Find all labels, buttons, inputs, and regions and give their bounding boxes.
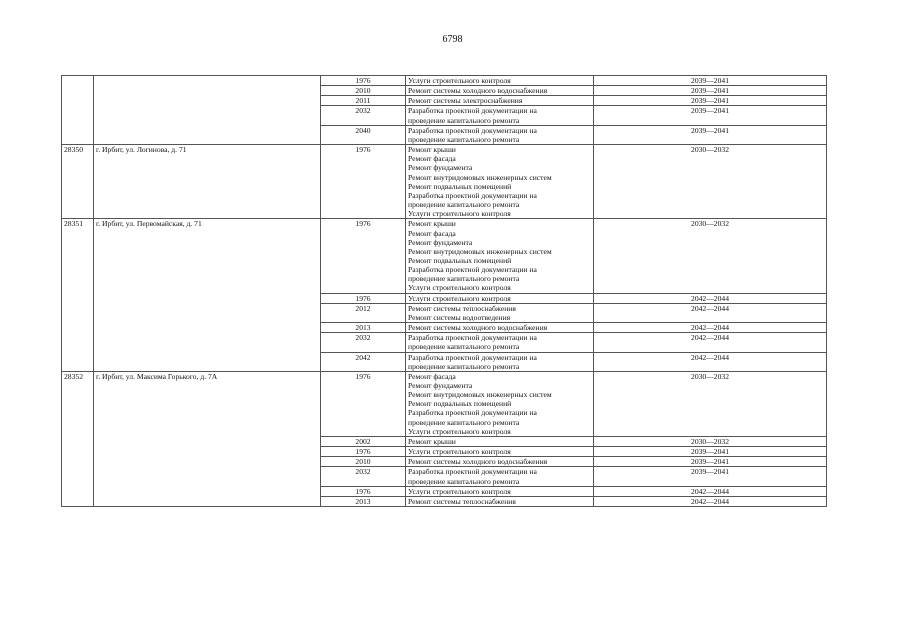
work-type-cell: [406, 145, 594, 219]
table-row: [62, 219, 827, 293]
work-type-cell: [406, 352, 594, 371]
year-cell: 2010: [321, 86, 406, 96]
repair-period-cell: 2039—2041: [594, 76, 827, 86]
repair-period-cell: 2030—2032: [594, 145, 827, 219]
repair-period-cell: 2030—2032: [594, 436, 827, 446]
repair-period-cell: 2042—2044: [594, 352, 827, 371]
building-address-cell: г. Ирбит, ул. Логинова, д. 71: [94, 145, 321, 219]
repair-period-cell: 2039—2041: [594, 125, 827, 144]
work-line: Услуги строительного контроля: [408, 486, 511, 496]
repair-period-cell: 2042—2044: [594, 486, 827, 496]
building-number-cell: [62, 76, 94, 145]
building-number-cell: 28351: [62, 219, 94, 372]
table-row: [62, 145, 827, 219]
repair-period-cell: 2042—2044: [594, 323, 827, 333]
work-line: Ремонт внутридомовых инженерных систем: [408, 390, 552, 400]
work-type-cell: [406, 457, 594, 467]
work-line: Услуги строительного контроля: [408, 293, 511, 303]
work-line: проведение капитального ремонта: [408, 476, 520, 486]
year-cell: 1976: [321, 371, 406, 436]
year-cell: 2040: [321, 125, 406, 144]
work-line: Разработка проектной документации на: [408, 408, 537, 418]
work-line: проведение капитального ремонта: [408, 417, 520, 427]
year-cell: 1976: [321, 293, 406, 303]
work-type-cell: [406, 496, 594, 506]
work-line: проведение капитального ремонта: [408, 115, 520, 125]
work-type-cell: [406, 219, 594, 293]
repair-period-cell: 2042—2044: [594, 496, 827, 506]
work-line: Ремонт подвальных помещений: [408, 255, 512, 265]
building-number-cell: 28350: [62, 145, 94, 219]
work-line: Разработка проектной документации на: [408, 190, 537, 200]
work-type-cell: [406, 86, 594, 96]
table-row: [62, 371, 827, 436]
work-line: Ремонт системы холодного водоснабжения: [408, 457, 548, 467]
work-line: Ремонт подвальных помещений: [408, 181, 512, 191]
work-type-cell: [406, 293, 594, 303]
work-type-cell: [406, 76, 594, 86]
year-cell: 1976: [321, 486, 406, 496]
work-type-cell: [406, 106, 594, 125]
work-line: Услуги строительного контроля: [408, 426, 511, 436]
work-line: Ремонт подвальных помещений: [408, 399, 512, 409]
work-type-cell: [406, 303, 594, 322]
work-line: Ремонт внутридомовых инженерных систем: [408, 246, 552, 256]
year-cell: 1976: [321, 145, 406, 219]
building-number-cell: 28352: [62, 371, 94, 506]
work-type-cell: [406, 96, 594, 106]
repair-period-cell: 2039—2041: [594, 96, 827, 106]
repair-schedule-body: [62, 76, 827, 507]
year-cell: 2002: [321, 436, 406, 446]
year-cell: 2032: [321, 333, 406, 352]
work-line: Ремонт фундамента: [408, 381, 473, 390]
work-line: Ремонт крыши: [408, 219, 456, 229]
work-line: Ремонт системы теплоснабжения: [408, 303, 516, 313]
work-line: проведение капитального ремонта: [408, 200, 520, 210]
year-cell: 2011: [321, 96, 406, 106]
work-line: Ремонт системы электроснабжения: [408, 96, 523, 106]
work-line: Ремонт фасада: [408, 371, 456, 381]
work-type-cell: [406, 333, 594, 352]
work-line: Ремонт фундамента: [408, 163, 473, 173]
work-line: Ремонт системы теплоснабжения: [408, 496, 516, 506]
repair-period-cell: 2039—2041: [594, 467, 827, 486]
repair-period-cell: 2042—2044: [594, 303, 827, 322]
work-line: Ремонт крыши: [408, 436, 456, 446]
repair-period-cell: 2039—2041: [594, 447, 827, 457]
work-line: Ремонт фасада: [408, 154, 456, 164]
work-line: Ремонт внутридомовых инженерных систем: [408, 172, 552, 182]
page-number: 6798: [442, 34, 463, 45]
work-line: Разработка проектной документации на: [408, 125, 537, 135]
work-type-cell: [406, 371, 594, 436]
repair-period-cell: 2030—2032: [594, 371, 827, 436]
work-type-cell: [406, 436, 594, 446]
year-cell: 1976: [321, 219, 406, 293]
repair-period-cell: 2042—2044: [594, 333, 827, 352]
work-line: Услуги строительного контроля: [408, 447, 511, 457]
work-line: Ремонт системы водоотведения: [408, 312, 511, 322]
work-type-cell: [406, 486, 594, 496]
work-line: Ремонт системы холодного водоснабжения: [408, 323, 548, 333]
work-line: Услуги строительного контроля: [408, 76, 511, 85]
building-address-cell: г. Ирбит, ул. Максима Горького, д. 7А: [94, 371, 321, 506]
repair-period-cell: 2039—2041: [594, 106, 827, 125]
work-line: Разработка проектной документации на: [408, 333, 537, 343]
work-line: проведение капитального ремонта: [408, 342, 520, 352]
work-line: проведение капитального ремонта: [408, 361, 520, 371]
work-line: Услуги строительного контроля: [408, 209, 511, 219]
work-type-cell: [406, 447, 594, 457]
repair-period-cell: 2042—2044: [594, 293, 827, 303]
repair-period-cell: 2039—2041: [594, 86, 827, 96]
year-cell: 2042: [321, 352, 406, 371]
year-cell: 2032: [321, 106, 406, 125]
repair-period-cell: 2030—2032: [594, 219, 827, 293]
building-address-cell: г. Ирбит, ул. Первомайская, д. 71: [94, 219, 321, 372]
work-line: Разработка проектной документации на: [408, 265, 537, 275]
work-type-cell: [406, 467, 594, 486]
year-cell: 2012: [321, 303, 406, 322]
building-address-cell: [94, 76, 321, 145]
work-line: Услуги строительного контроля: [408, 283, 511, 293]
work-type-cell: [406, 125, 594, 144]
table-row: [62, 76, 827, 86]
work-line: Разработка проектной документации на: [408, 106, 537, 116]
work-line: Ремонт фасада: [408, 228, 456, 238]
work-line: Разработка проектной документации на: [408, 352, 537, 362]
year-cell: 1976: [321, 447, 406, 457]
work-line: Разработка проектной документации на: [408, 467, 537, 477]
year-cell: 1976: [321, 76, 406, 86]
year-cell: 2013: [321, 496, 406, 506]
work-line: Ремонт системы холодного водоснабжения: [408, 86, 548, 96]
repair-period-cell: 2039—2041: [594, 457, 827, 467]
work-line: проведение капитального ремонта: [408, 134, 520, 144]
repair-schedule-table: [61, 75, 827, 507]
year-cell: 2032: [321, 467, 406, 486]
work-line: проведение капитального ремонта: [408, 274, 520, 284]
work-type-cell: [406, 323, 594, 333]
work-line: Ремонт крыши: [408, 145, 456, 155]
work-line: Ремонт фундамента: [408, 237, 473, 247]
year-cell: 2010: [321, 457, 406, 467]
year-cell: 2013: [321, 323, 406, 333]
